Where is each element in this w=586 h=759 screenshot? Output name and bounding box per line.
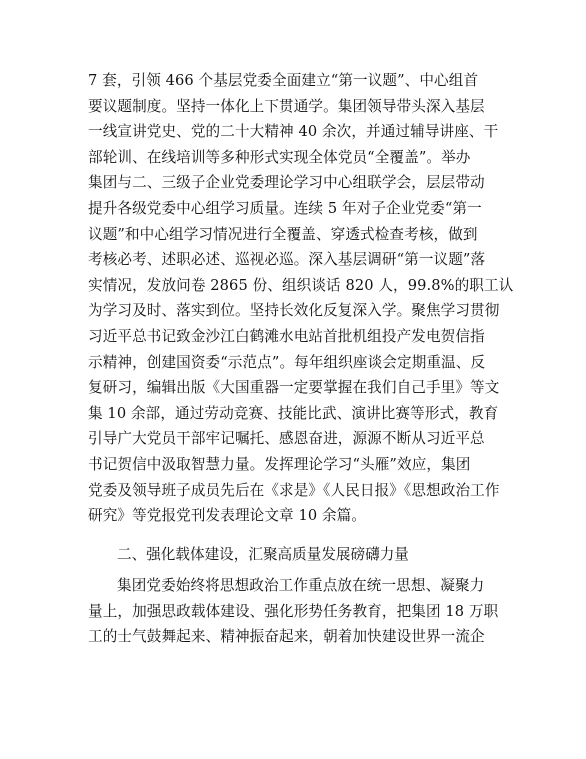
text-line: 一线宣讲党史、党的二十大精神 40 余次，并通过辅导讲座、干	[88, 123, 499, 141]
text-line: 考核必考、述职必述、巡视必巡。深入基层调研“第一议题”落	[88, 251, 486, 269]
text-line: 书记贺信中汲取智慧力量。发挥理论学习“头雁”效应，集团	[88, 455, 471, 473]
text-line: 党委及领导班子成员先后在《求是》《人民日报》《思想政治工作	[88, 481, 500, 499]
text-line: 要议题制度。坚持一体化上下贯通学。集团领导带头深入基层	[88, 97, 485, 115]
text-line: 部轮训、在线培训等多种形式实现全体党员“全覆盖”。举办	[88, 148, 471, 166]
text-line: 提升各级党委中心组学习质量。连续 5 年对子企业党委“第一	[88, 199, 482, 217]
text-line: 实情况，发放问卷 2865 份、组织谈话 820 人，99.8%的职工认	[88, 276, 514, 294]
paragraph-1	[88, 68, 514, 529]
section-heading: 二、强化载体建设，汇聚高质量发展磅礴力量	[117, 545, 409, 563]
text-line: 为学习及时、落实到位。坚持长效化反复深入学。聚焦学习贯彻	[88, 302, 500, 320]
text-line: 研究》等党报党刊发表理论文章 10 余篇。	[88, 507, 367, 525]
text-line: 示精神，创建国资委“示范点”。每年组织座谈会定期重温、反	[88, 353, 486, 371]
text-line: 7 套，引领 466 个基层党委全面建立“第一议题”、中心组首	[88, 72, 479, 89]
text-line: 量上，加强思政载体建设、强化形势任务教育，把集团 18 万职	[88, 602, 499, 620]
text-line: 集 10 余部，通过劳动竞赛、技能比武、演讲比赛等形式，教育	[88, 404, 499, 422]
text-line: 集团与二、三级子企业党委理论学习中心组联学会，层层带动	[88, 174, 485, 192]
text-line: 复研习，编辑出版《大国重器一定要掌握在我们自己手里》等文	[88, 379, 500, 397]
paragraph-2	[88, 573, 500, 650]
text-line: 引导广大党员干部牢记嘱托、感恩奋进，源源不断从习近平总	[88, 430, 485, 448]
document-body	[88, 68, 514, 650]
text-line: 议题”和中心组学习情况进行全覆盖、穿透式检查考核，做到	[88, 225, 478, 243]
text-line: 工的士气鼓舞起来、精神振奋起来，朝着加快建设世界一流企	[88, 628, 485, 646]
text-line: 习近平总书记致金沙江白鹤滩水电站首批机组投产发电贺信指	[88, 327, 485, 345]
text-line: 集团党委始终将思想政治工作重点放在统一思想、凝聚力	[117, 577, 485, 595]
